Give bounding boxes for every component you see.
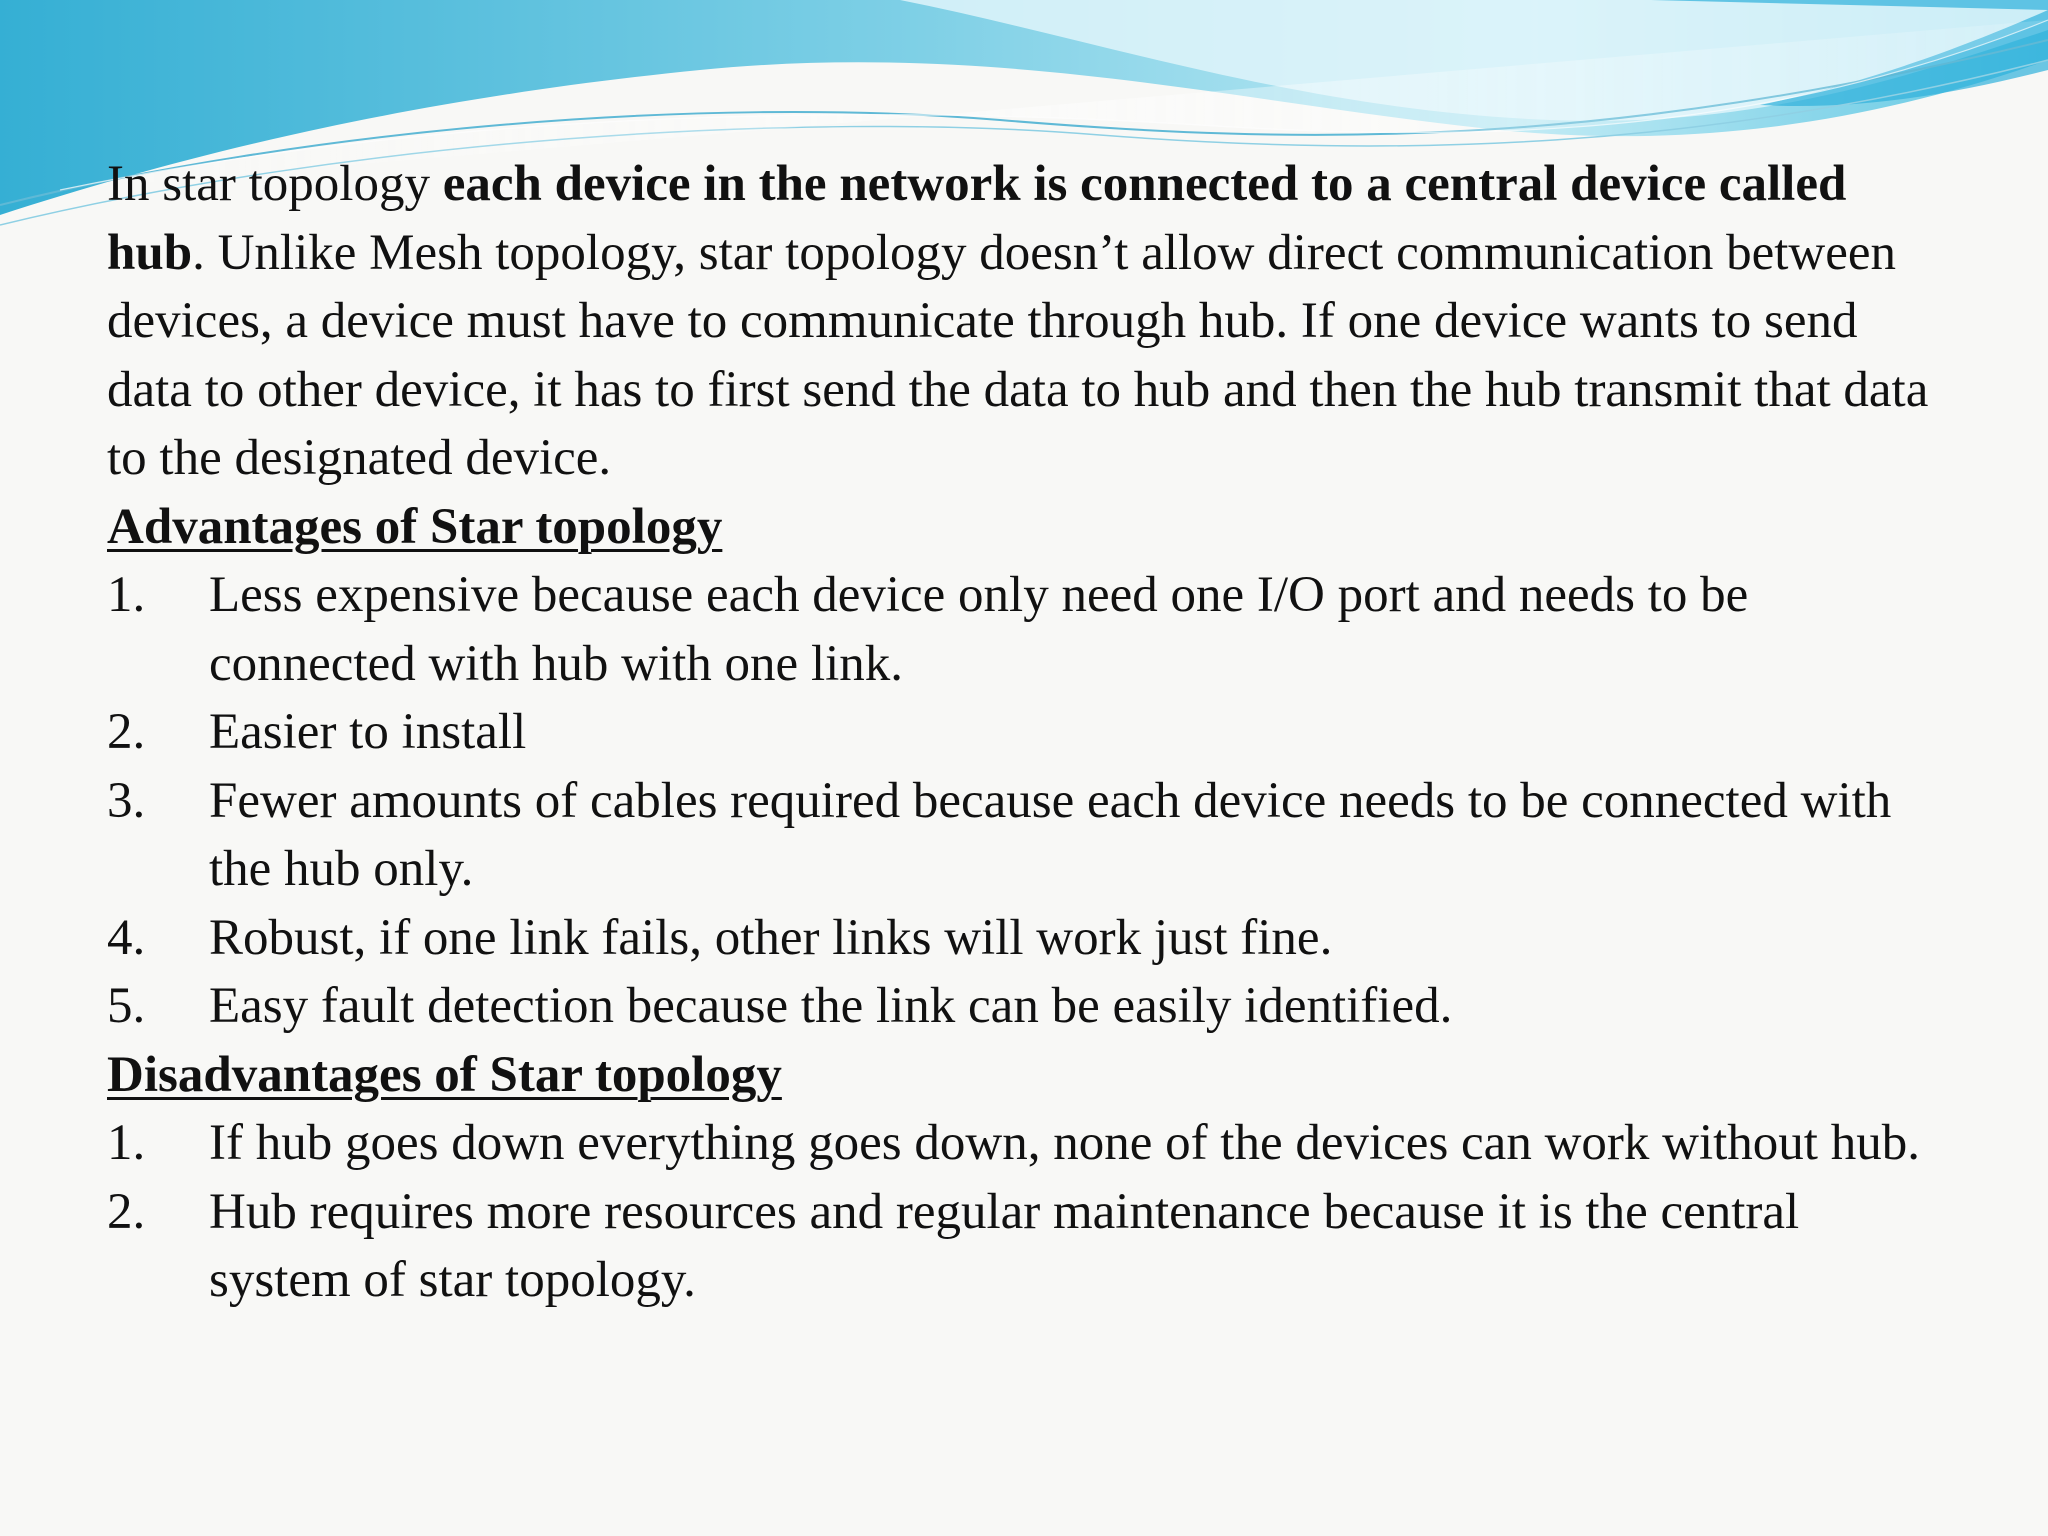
list-item-text: Fewer amounts of cables required because each device needs to be connected with the hub only. [209,772,1892,897]
intro-text-rest: . Unlike Mesh topology, star topology doesn’t allow direct communication between devices, a device must have to communicate through hub. If one device wants to send data to other device, it has to first send the data to hub and then the hub transmit that data to the designated device. [107,224,1929,486]
list-item [107,561,1937,698]
slide-content [107,150,1937,1315]
list-item-number: 3. [107,772,146,829]
list-item [107,1109,1937,1178]
intro-bold-text: each device in the network is connected to a central device called hub [107,156,1847,281]
disadvantages-heading: Disadvantages of Star topology [107,1046,782,1103]
list-item-number: 1. [107,1115,146,1171]
list-item-number: 2. [107,704,146,760]
list-item-text: Hub requires more resources and regular maintenance because it is the central system of star topology. [209,1183,1800,1308]
list-item [107,1178,1937,1315]
list-item-text: Robust, if one link fails, other links will work just fine. [209,909,1333,966]
list-item-text: Easier to install [209,704,527,760]
list-item-text: Less expensive because each device only need one I/O port and needs to be connected with hub with one link. [209,567,1749,692]
list-item-number: 2. [107,1183,146,1240]
list-item-text: Easy fault detection because the link can be easily identified. [209,978,1453,1034]
list-item-number: 4. [107,909,146,966]
list-item-number: 5. [107,978,146,1034]
intro-text-start: In star topology [107,156,443,212]
list-item [107,698,1937,767]
list-item-number: 1. [107,567,146,623]
advantages-heading: Advantages of Star topology [107,498,723,555]
list-item [107,972,1937,1041]
list-item [107,767,1937,904]
advantages-list [107,561,1937,1041]
list-item-text: If hub goes down everything goes down, none of the devices can work without hub. [209,1115,1920,1171]
disadvantages-list [107,1109,1937,1315]
list-item [107,904,1937,973]
intro-paragraph [107,150,1937,493]
